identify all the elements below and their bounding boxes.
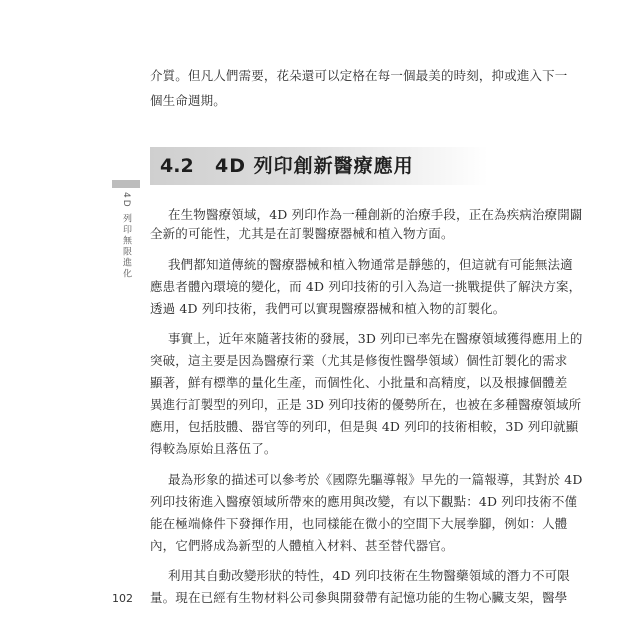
text-line: 我們都知道傳統的醫療器械和植入物通常是靜態的，但這就有可能無法適 — [168, 257, 573, 272]
section-title: 4D 列印創新醫療應用 — [215, 155, 414, 177]
text-line: 列印技術進入醫療領域所帶來的應用與改變，有以下觀點：4D 列印技術不僅 — [150, 494, 578, 509]
section-number: 4.2 — [160, 155, 194, 177]
page-number: 102 — [112, 592, 133, 605]
text-line: 事實上，近年來隨著技術的發展，3D 列印已率先在醫療領域獲得應用上的 — [168, 331, 583, 346]
text-line: 利用其自動改變形狀的特性，4D 列印技術在生物醫藥領域的潛力不可限 — [168, 568, 570, 583]
text-line: 得較為原始且落伍了。 — [150, 441, 277, 456]
side-running-header: 4D 列印無限進化 — [121, 192, 131, 280]
text-line: 內，它們將成為新型的人體植入材料、甚至替代器官。 — [150, 538, 454, 553]
text-line: 應患者體內環境的變化，而 4D 列印技術的引入為這一挑戰提供了解決方案， — [150, 279, 582, 294]
text-line: 個生命週期。 — [150, 93, 226, 108]
text-line: 能在極端條件下發揮作用，也同樣能在微小的空間下大展拳腳，例如：人體 — [150, 516, 568, 531]
text-line: 異進行訂製型的列印，正是 3D 列印技術的優勢所在，也被在多種醫療領域所 — [150, 397, 582, 412]
text-line: 透過 4D 列印技術，我們可以實現醫療器械和植入物的訂製化。 — [150, 301, 506, 316]
text-line: 最為形象的描述可以參考於《國際先驅導報》早先的一篇報導，其對於 4D — [168, 472, 583, 487]
text-line: 介質。但凡人們需要，花朵還可以定格在每一個最美的時刻，抑或進入下一 — [150, 68, 568, 83]
text-line: 突破，這主要是因為醫療行業（尤其是修復性醫學領域）個性訂製化的需求 — [150, 353, 568, 368]
text-line: 在生物醫療領域，4D 列印作為一種創新的治療手段，正在為疾病治療開闢 — [168, 207, 583, 222]
text-line: 全新的可能性，尤其是在訂製醫療器械和植入物方面。 — [150, 226, 454, 241]
text-line: 顯著，鮮有標準的量化生產，而個性化、小批量和高精度，以及根據個體差 — [150, 375, 568, 390]
side-tab-bar — [112, 180, 140, 188]
text-line: 應用，包括肢體、器官等的列印，但是與 4D 列印的技術相較，3D 列印就顯 — [150, 419, 579, 434]
text-line: 量。現在已經有生物材料公司參與開發帶有記憶功能的生物心臟支架，醫學 — [150, 590, 568, 605]
